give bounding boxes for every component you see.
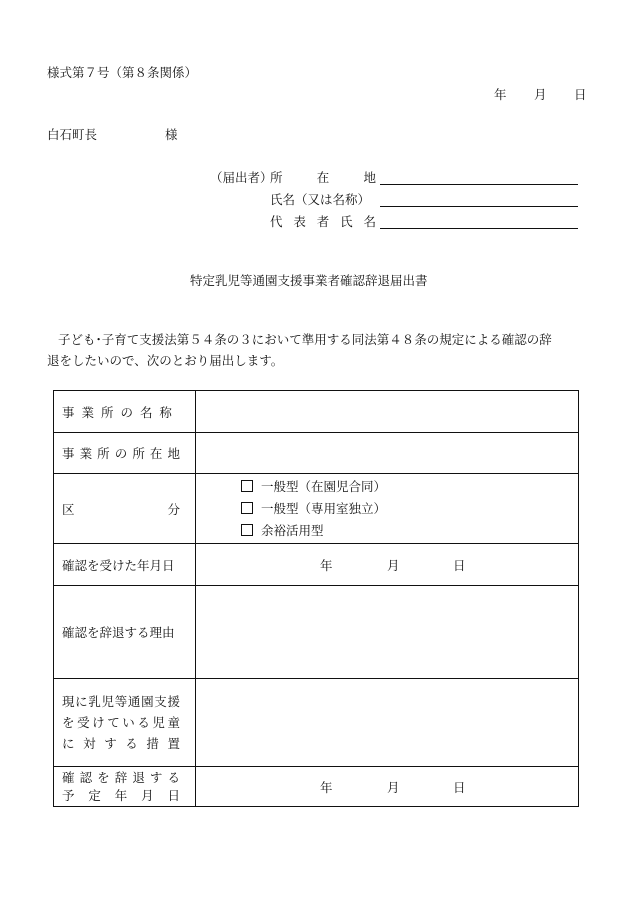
measures-line: に対する措置 — [62, 736, 180, 751]
planned-date-label — [54, 767, 196, 807]
body-line-2: 退をしたいので、次のとおり届出します。 — [47, 353, 284, 368]
year-unit: 年 — [320, 779, 333, 795]
confirm-date-label: 確認を受けた年月日 — [54, 544, 196, 586]
label-char: 所 — [132, 446, 145, 461]
location-char: 所 — [270, 170, 283, 185]
option-label: 一般型（専用室独立） — [261, 500, 387, 516]
option-label: 余裕活用型 — [261, 522, 324, 538]
option-general-combined[interactable] — [241, 476, 578, 498]
planned-date-field[interactable] — [196, 767, 579, 807]
label-char: 確 — [62, 769, 75, 785]
rep-label — [270, 216, 376, 229]
category-label — [54, 474, 196, 544]
option-label: 一般型（在園児合同） — [261, 478, 387, 494]
name-label: 氏名（又は名称） — [270, 192, 371, 207]
date-day-label: 日 — [574, 87, 587, 102]
label-char: 事 — [62, 404, 75, 420]
rep-char: 表 — [293, 214, 306, 229]
location-char: 在 — [316, 170, 330, 185]
row-planned-date — [54, 767, 579, 807]
reason-field[interactable] — [196, 586, 579, 679]
label-char: 地 — [167, 446, 180, 461]
addressee-name: 白石町長 — [47, 127, 98, 142]
label-char: 退 — [132, 769, 145, 785]
label-char: 予 — [62, 787, 75, 803]
label-char: 在 — [149, 446, 163, 461]
office-address-field[interactable] — [196, 433, 579, 474]
notification-table — [53, 390, 579, 807]
rep-char: 氏 — [340, 214, 353, 229]
label-char: 月 — [141, 787, 154, 803]
option-general-dedicated[interactable] — [241, 498, 578, 520]
label-char: 日 — [167, 787, 180, 803]
row-office-name — [54, 391, 579, 433]
label-char: 所 — [100, 404, 114, 420]
label-char: 所 — [97, 446, 110, 461]
label-char: 定 — [88, 787, 101, 803]
confirm-date-field[interactable] — [196, 544, 579, 586]
date-month-label: 月 — [534, 87, 547, 102]
label-char: の — [114, 446, 128, 461]
label-char: を — [97, 769, 110, 785]
body-line-1: 子ども･子育て支援法第５４条の３において準用する同法第４８条の規定による確認の辞 — [58, 332, 552, 347]
rep-underline — [380, 228, 578, 229]
year-unit: 年 — [320, 557, 333, 573]
office-address-label — [54, 433, 196, 474]
location-char: 地 — [363, 170, 376, 185]
label-char: 称 — [159, 404, 172, 420]
label-char: 名 — [139, 404, 153, 420]
form-number: 様式第７号（第８条関係） — [47, 65, 198, 80]
document-title: 特定乳児等通園支援事業者確認辞退届出書 — [190, 273, 428, 288]
checkbox-icon[interactable] — [241, 502, 253, 514]
row-category — [54, 474, 579, 544]
label-char: 業 — [79, 446, 93, 461]
label-char: の — [120, 404, 133, 420]
row-reason — [54, 586, 579, 679]
addressee-honorific: 様 — [165, 127, 178, 142]
measures-label — [54, 679, 196, 767]
rep-char: 名 — [363, 214, 376, 229]
label-char: す — [149, 769, 163, 785]
label-char: 辞 — [114, 769, 128, 785]
label-char: 事 — [62, 446, 75, 461]
month-unit: 月 — [387, 557, 400, 573]
rep-char: 者 — [316, 214, 330, 229]
rep-char: 代 — [270, 214, 283, 229]
checkbox-icon[interactable] — [241, 480, 253, 492]
name-underline — [380, 206, 578, 207]
day-unit: 日 — [453, 779, 466, 795]
month-unit: 月 — [387, 779, 400, 795]
measures-line: を受けている児童 — [62, 715, 180, 730]
label-char: 区 — [62, 501, 75, 517]
location-underline — [380, 184, 578, 185]
label-char: 年 — [114, 787, 128, 803]
measures-line: 現に乳児等通園支援 — [62, 694, 180, 709]
label-char: 認 — [79, 769, 93, 785]
measures-field[interactable] — [196, 679, 579, 767]
office-name-label — [54, 391, 196, 433]
notifier-prefix: （届出者） — [210, 170, 273, 185]
day-unit: 日 — [453, 557, 466, 573]
label-char: 業 — [81, 404, 94, 420]
location-label — [270, 172, 376, 185]
date-year-label: 年 — [494, 87, 507, 102]
category-options — [196, 474, 579, 544]
option-spare-capacity[interactable] — [241, 520, 578, 542]
label-char: る — [167, 769, 180, 785]
row-measures — [54, 679, 579, 767]
reason-label: 確認を辞退する理由 — [54, 586, 196, 679]
label-char: 分 — [167, 501, 180, 517]
row-confirm-date — [54, 544, 579, 586]
office-name-field[interactable] — [196, 391, 579, 433]
row-office-address — [54, 433, 579, 474]
checkbox-icon[interactable] — [241, 524, 253, 536]
